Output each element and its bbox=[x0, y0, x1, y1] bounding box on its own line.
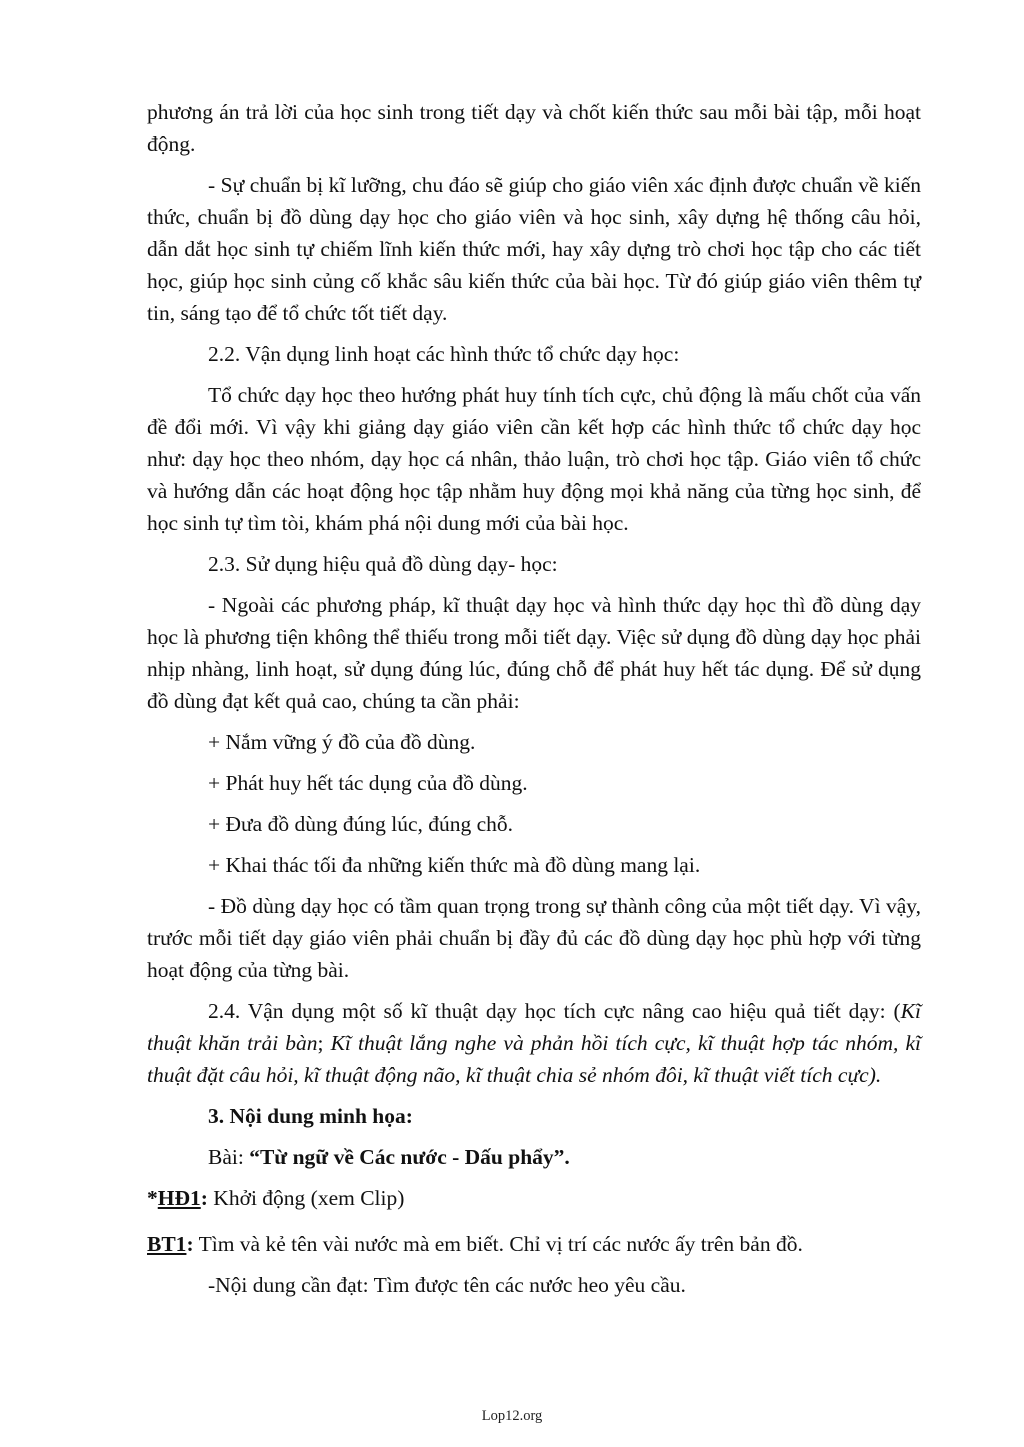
hd1-text: Khởi động (xem Clip) bbox=[207, 1186, 405, 1210]
hd1-colon: : bbox=[200, 1186, 208, 1210]
document-page bbox=[147, 96, 921, 1310]
lesson-title-line bbox=[147, 1141, 921, 1173]
list-item: + Khai thác tối đa những kiến thức mà đồ dùng mang lại. bbox=[208, 853, 701, 877]
list-item: + Phát huy hết tác dụng của đồ dùng. bbox=[208, 771, 528, 795]
list-item: + Nắm vững ý đồ của đồ dùng. bbox=[208, 730, 476, 754]
paragraph-intro: phương án trả lời của học sinh trong tiết dạy và chốt kiến thức sau mỗi bài tập, mỗi hoạt động. bbox=[147, 100, 921, 156]
technique-tablecloth: Kĩ thuật khăn trải bàn bbox=[147, 999, 921, 1055]
paragraph-organization: Tổ chức dạy học theo hướng phát huy tính tích cực, chủ động là mấu chốt của vấn đề đổi mới. Vì vậy khi giảng dạy giáo viên cần kết hợp các hình thức tổ chức dạy học như: dạy học theo nhóm, dạy học cá nhân, thảo luận, trò chơi học tập. Giáo viên tổ chức và hướng dẫn các hoạt động học tập nhằm huy động mọi khả năng của từng học sinh, để học sinh tự tìm tòi, khám phá nội dung mới của bài học. bbox=[147, 383, 921, 535]
techniques-separator: ; bbox=[317, 1031, 324, 1055]
activity-hd1 bbox=[147, 1182, 921, 1214]
lesson-prefix: Bài: bbox=[208, 1145, 250, 1169]
exercise-bt1 bbox=[147, 1228, 921, 1260]
bt1-colon: : bbox=[186, 1232, 194, 1256]
paragraph-teaching-aids: - Ngoài các phương pháp, kĩ thuật dạy học và hình thức dạy học thì đồ dùng dạy học là phương tiện không thể thiếu trong mỗi tiết dạy. Việc sử dụng đồ dùng dạy học phải nhịp nhàng, linh hoạt, sử dụng đúng lúc, đúng chỗ để phát huy hết tác dụng. Để sử dụng đồ dùng đạt kết quả cao, chúng ta cần phải: bbox=[147, 593, 921, 713]
heading-3: 3. Nội dung minh họa: bbox=[208, 1104, 413, 1128]
list-item: + Đưa đồ dùng đúng lúc, đúng chỗ. bbox=[208, 812, 514, 836]
bt1-text: Tìm và kẻ tên vài nước mà em biết. Chỉ vị trí các nước ấy trên bản đồ. bbox=[193, 1232, 803, 1256]
page-footer: Lop12.org bbox=[481, 1408, 543, 1424]
heading-2-3: 2.3. Sử dụng hiệu quả đồ dùng dạy- học: bbox=[208, 552, 558, 576]
lesson-title: “Từ ngữ về Các nước - Dấu phẩy”. bbox=[249, 1145, 570, 1169]
hd1-label: HĐ1 bbox=[157, 1186, 201, 1210]
heading-2-2: 2.2. Vận dụng linh hoạt các hình thức tổ chức dạy học: bbox=[208, 342, 680, 366]
technique-list: Kĩ thuật lắng nghe và phản hồi tích cực, kĩ thuật hợp tác nhóm, kĩ thuật đặt câu hỏi, kĩ thuật động não, kĩ thuật chia sẻ nhóm đôi, kĩ thuật viết tích cực). bbox=[147, 1031, 921, 1087]
paragraph-techniques bbox=[147, 995, 921, 1091]
paragraph-preparation: - Sự chuẩn bị kĩ lưỡng, chu đáo sẽ giúp cho giáo viên xác định được chuẩn về kiến thức, chuẩn bị đồ dùng dạy học cho giáo viên và học sinh, xây dựng hệ thống câu hỏi, dẫn dắt học sinh tự chiếm lĩnh kiến thức mới, hay xây dựng trò chơi học tập cho các tiết học, giúp học sinh củng cố khắc sâu kiến thức của bài học. Từ đó giúp giáo viên thêm tự tin, sáng tạo để tổ chức tốt tiết dạy. bbox=[147, 173, 921, 325]
bt1-label: BT1 bbox=[147, 1232, 187, 1256]
hd1-star: * bbox=[147, 1186, 158, 1210]
paragraph-importance: - Đồ dùng dạy học có tầm quan trọng trong sự thành công của một tiết dạy. Vì vậy, trước mỗi tiết dạy giáo viên phải chuẩn bị đầy đủ các đồ dùng dạy học phù hợp với từng hoạt động của từng bài. bbox=[147, 894, 921, 982]
paragraph-expected-content: -Nội dung cần đạt: Tìm được tên các nước heo yêu cầu. bbox=[208, 1273, 686, 1297]
techniques-lead: 2.4. Vận dụng một số kĩ thuật dạy học tích cực nâng cao hiệu quả tiết dạy: ( bbox=[208, 999, 901, 1023]
